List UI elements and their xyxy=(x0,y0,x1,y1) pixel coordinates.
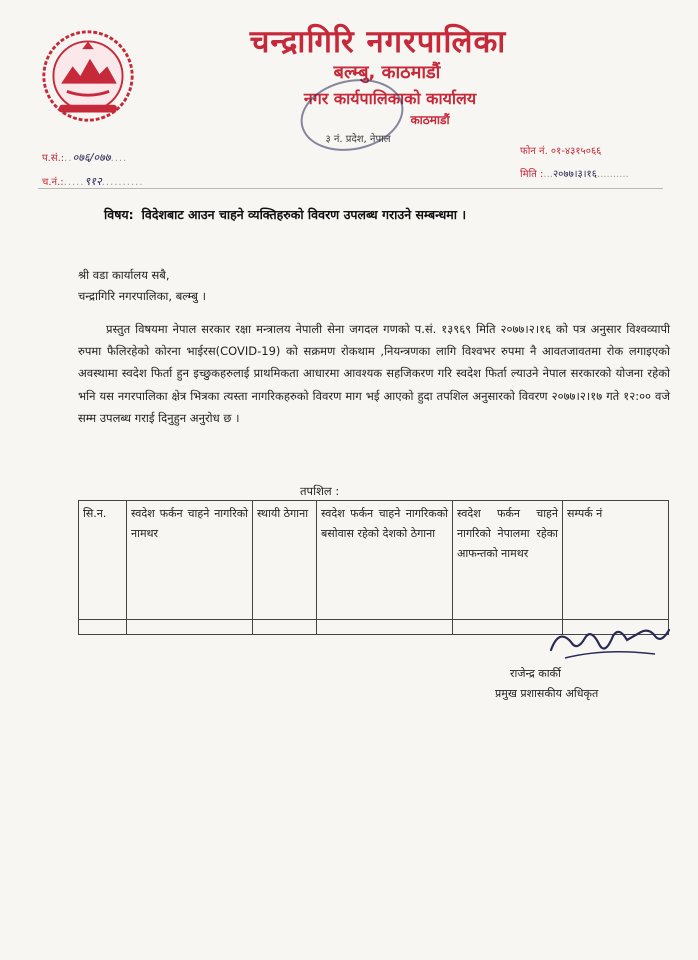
table-cell xyxy=(253,620,317,635)
table-header-row xyxy=(79,501,669,620)
signer-name: राजेन्द्र कार्की xyxy=(510,667,561,680)
reference-ps: प.सं.:..०७६/०७७.... xyxy=(42,151,128,164)
table-cell xyxy=(317,620,453,635)
reference-ps-label: प.सं.: xyxy=(42,153,65,164)
table-cell xyxy=(127,620,253,635)
subject-label: विषय: xyxy=(104,207,134,222)
column-header: सि.न. xyxy=(79,501,127,620)
date-value: २०७७।३।१६ xyxy=(552,169,597,180)
date-label: मिति : xyxy=(520,169,544,180)
reference-ps-value: ०७६/०७७ xyxy=(72,151,111,164)
table-caption: तपशिल : xyxy=(300,484,340,498)
column-header: स्वदेश फर्कन चाहने नागरिको नामथर xyxy=(127,501,253,620)
letter-body: प्रस्तुत विषयमा नेपाल सरकार रक्षा मन्त्रालय नेपाली सेना जगदल गणको प.सं. १३९६९ मिति २०७७।२।१६ को पत्र अनुसार विश्वव्यापी रुपमा फैलिरहेको कोरना भाईरस(COVID-19) को सक्रमण रोकथाम ,नियन्त्रणका लागि विश्वभर रुपमा नै आवतजावतमा रोक लगाइएको अवस्थामा स्वदेश फिर्ता हुन इच्छुकहरुलाई प्राथमिकता आधारमा आवश्यक सहजिकरण गरि स्वदेश फिर्ता ल्याउने नेपाल सरकारको योजना रहेको भनि यस नगरपालिका क्षेत्र भित्रका त्यस्ता नागरिकहरुको विवरण माग भई आएको हुदा तपशिल अनुसारको विवरण २०७७।२।१७ गते १२:०० वजे सम्म उपलब्ध गराई दिनुहुन अनुरोध छ । xyxy=(78,322,670,425)
addressee-line-2: चन्द्रागिरि नगरपालिका, बल्म्बु । xyxy=(78,289,206,303)
office-name: नगर कार्यपालिकाको कार्यालय xyxy=(303,89,477,108)
signer-designation: प्रमुख प्रशासकीय अधिकृत xyxy=(495,687,599,700)
column-header: स्वदेश फर्कन चाहने नागरिको नेपालमा रहेका आफन्तको नामथर xyxy=(453,501,563,620)
column-header: सम्पर्क नं xyxy=(563,501,669,620)
office-address: ३ नं. प्रदेश, नेपाल xyxy=(325,134,391,145)
municipality-location: बल्म्बु, काठमाडौं xyxy=(333,62,441,83)
column-header: स्वदेश फर्कन चाहने नागरिकको बसोवास रहेको देशको ठेगाना xyxy=(317,501,453,620)
reference-cn-label: च.नं.: xyxy=(42,177,64,188)
header-divider xyxy=(38,188,663,189)
addressee-line-1: श्री वडा कार्यालय सबै, xyxy=(78,268,170,282)
details-table xyxy=(78,500,669,635)
handwritten-signature xyxy=(545,616,675,676)
column-header: स्थायी ठेगाना xyxy=(253,501,317,620)
reference-cn: च.नं.:.....९१२.......... xyxy=(42,175,144,188)
phone-number: फोन नं. ०१-४३१५०६६ xyxy=(520,146,602,157)
subject-line xyxy=(104,206,664,223)
municipality-emblem xyxy=(40,28,136,124)
subject-text: विदेशबाट आउन चाहने व्यक्तिहरुको विवरण उपलब्ध गराउने सम्बन्धमा । xyxy=(141,207,467,222)
office-city: काठमाडौं xyxy=(410,113,450,127)
municipality-name: चन्द्रागिरि नगरपालिका xyxy=(249,24,507,60)
reference-cn-value: ९१२ xyxy=(84,175,102,188)
table-cell xyxy=(79,620,127,635)
letter-date: मिति :...२०७७।३।१६.......... xyxy=(520,169,629,180)
